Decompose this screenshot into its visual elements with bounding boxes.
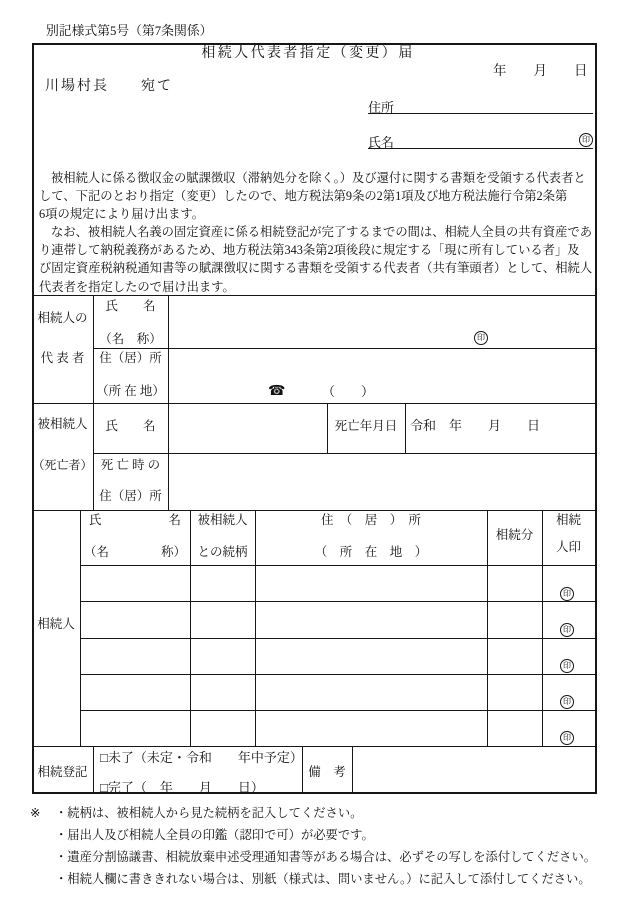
- name-label: 氏名: [368, 135, 395, 150]
- body-line: なお、被相続人名義の固定資産に係る相続登記が完了するまでの間は、相続人全員の共有資産であ: [51, 225, 593, 240]
- body-line: して、下記のとおり指定（変更）したので、地方税法第9条の2第1項及び地方税法施行令第2条第: [39, 189, 568, 204]
- date-line: 年 月 日: [493, 63, 588, 78]
- line: [32, 510, 597, 511]
- heirs-header-name2-b: 称）: [160, 545, 186, 559]
- line: [32, 295, 597, 296]
- heirs-header-seal: 人印: [555, 540, 581, 554]
- line: [80, 674, 597, 675]
- heirs-header-share: 相続分: [495, 528, 534, 542]
- deceased-group-label: 被相続人: [37, 417, 88, 431]
- rep-name-label: 氏 名: [105, 299, 156, 313]
- remarks-label: 備 考: [308, 765, 346, 779]
- note-marker: ※: [30, 806, 41, 820]
- heirs-header-addr: 住 （ 居 ） 所: [320, 513, 421, 527]
- line: [80, 601, 597, 602]
- heirs-header-name-a: 氏: [89, 513, 102, 527]
- deceased-addr-label: 住（居）所: [99, 489, 162, 503]
- heir-row-seal: [560, 658, 574, 673]
- deceased-addr-label: 死 亡 時 の: [100, 458, 161, 472]
- body-line: 被相続人に係る徴収金の賦課徴収（滞納処分を除く。）及び還付に関する書類を受領する代表者と: [51, 171, 586, 185]
- form-code: 別記様式第5号（第7条関係）: [46, 24, 213, 38]
- seal-icon: 印: [579, 133, 593, 147]
- heirs-header-name: [81, 513, 189, 527]
- deceased-group-label: （死亡者）: [32, 458, 93, 472]
- body-line: 代表者を指定したので届け出ます。: [39, 279, 235, 294]
- note-item: ・遺産分割協議書、相続放棄申述受理通知書等がある場合は、必ずその写しを添付してください。: [55, 850, 597, 864]
- body-text: [39, 169, 592, 296]
- registration-incomplete-option: □未了（未定・令和 年中予定）: [100, 750, 303, 765]
- rep-addr-label: （所 在 地）: [96, 384, 165, 398]
- heir-row-seal: [560, 730, 574, 745]
- rep-seal: [474, 330, 488, 345]
- heirs-group-label: 相続人: [37, 617, 75, 631]
- line: [352, 746, 353, 794]
- line: [32, 403, 597, 404]
- line: [80, 565, 597, 566]
- rep-group-label: 相続人の: [37, 311, 88, 325]
- death-date-label: 死亡年月日: [334, 419, 398, 433]
- line: [168, 295, 169, 510]
- phone-paren: （ ）: [322, 384, 375, 399]
- heirs-header-seal: 相続: [555, 513, 581, 527]
- seal-icon: 印: [560, 731, 574, 745]
- addressee: 川場村長 宛て: [45, 79, 173, 94]
- body-line: 6項の規定により届け出ます。: [39, 207, 205, 222]
- heirs-header-name2: [81, 545, 189, 559]
- line: [80, 710, 597, 711]
- seal-icon: 印: [560, 623, 574, 637]
- address-field: [368, 97, 593, 114]
- body-line: び固定資産税納税通知書等の賦課徴収に関する書類を受領する代表者（共有筆頭者）として、相続人: [39, 261, 593, 276]
- seal-icon: 印: [560, 695, 574, 709]
- heirs-header-name-b: 名: [168, 513, 181, 527]
- death-date-value: 令和 年 月 日: [410, 418, 541, 433]
- form-title: 相続人代表者指定（変更）届: [201, 46, 415, 61]
- heir-row-seal: [560, 622, 574, 637]
- heirs-header-name2-a: （名: [84, 545, 110, 559]
- seal-icon: 印: [560, 587, 574, 601]
- rep-group-label: 代 表 者: [40, 351, 85, 365]
- note-item: ・相続人欄に書ききれない場合は、別紙（様式は、問いません。）に記入して添付してください。: [55, 872, 591, 886]
- rep-name-label: （名 称）: [99, 332, 162, 346]
- line: [93, 295, 94, 510]
- seal-icon: 印: [560, 659, 574, 673]
- registration-complete-option: □完了（ 年 月 日）: [100, 780, 264, 795]
- note-item: ・続柄は、被相続人から見た続柄を記入してください。: [55, 806, 363, 820]
- line: [80, 638, 597, 639]
- deceased-name-label: 氏 名: [105, 419, 156, 433]
- line: [32, 746, 597, 747]
- heirs-header-relation: 被相続人: [197, 513, 248, 527]
- heir-row-seal: [560, 694, 574, 709]
- line: [487, 510, 488, 746]
- phone-icon: ☎: [268, 383, 286, 399]
- heir-row-seal: [560, 586, 574, 601]
- note-item: ・届出人及び相続人全員の印鑑（認印で可）が必要です。: [55, 828, 374, 842]
- rep-addr-label: 住（居）所: [99, 351, 162, 365]
- registration-label: 相続登記: [37, 765, 88, 779]
- address-label: 住所: [368, 100, 395, 115]
- heirs-header-addr: （ 所 在 地 ）: [314, 545, 428, 559]
- heirs-header-relation: との続柄: [197, 545, 248, 559]
- seal-icon: 印: [474, 331, 488, 345]
- body-line: り連帯して納税義務があるため、地方税法第343条第2項後段に規定する「現に所有している者」及: [39, 243, 580, 258]
- line: [405, 403, 406, 453]
- name-field: [368, 132, 593, 149]
- line: [93, 746, 94, 794]
